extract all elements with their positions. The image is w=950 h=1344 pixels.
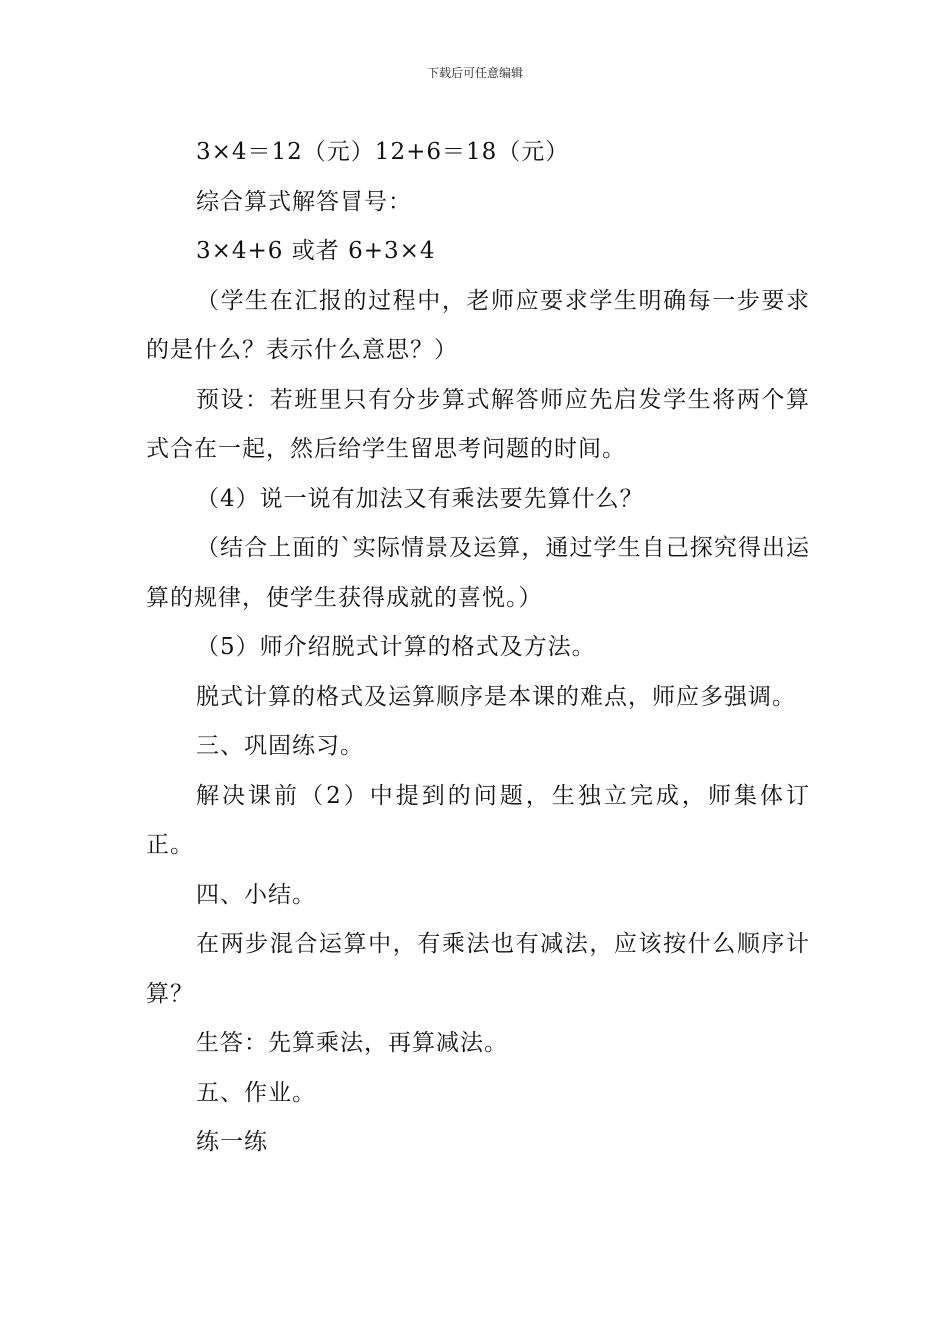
page-header: 下载后可任意编辑 [426,66,523,80]
paragraph-preset: 预设：若班里只有分步算式解答师应先启发学生将两个算式合在一起，然后给学生留思考问题的时间。 [146,386,810,462]
paragraph-teacher-note: （学生在汇报的过程中，老师应要求学生明确每一步要求的是什么？表示什么意思？） [146,287,810,363]
paragraph-combined-formula: 3×4+6 或者 6+3×4 [196,238,436,264]
document-body [146,128,810,1168]
paragraph-step-5: （5）师介绍脱式计算的格式及方法。 [196,634,596,660]
section-heading-homework: 五、作业。 [196,1079,316,1106]
section-heading-summary: 四、小结。 [196,881,316,908]
paragraph-calculation-steps: 3×4＝12（元）12+6＝18（元） [196,139,570,165]
paragraph-homework: 练一练 [196,1129,268,1155]
section-heading-practice: 三、巩固练习。 [196,733,364,759]
paragraph-step-4: （4）说一说有加法又有乘法要先算什么？ [196,485,644,512]
paragraph-step-4-note: （结合上面的`实际情景及运算，通过学生自己探究得出运算的规律，使学生获得成就的喜悦。） [146,535,810,611]
paragraph-difficulty: 脱式计算的格式及运算顺序是本课的难点，师应多强调。 [196,683,796,710]
paragraph-summary-question: 在两步混合运算中，有乘法也有减法，应该按什么顺序计算？ [146,931,810,1007]
paragraph-student-answer: 生答：先算乘法，再算减法。 [196,1030,508,1056]
paragraph-practice: 解决课前（2）中提到的问题，生独立完成，师集体订正。 [146,782,810,858]
paragraph-combined-formula-heading: 综合算式解答冒号： [196,188,412,215]
